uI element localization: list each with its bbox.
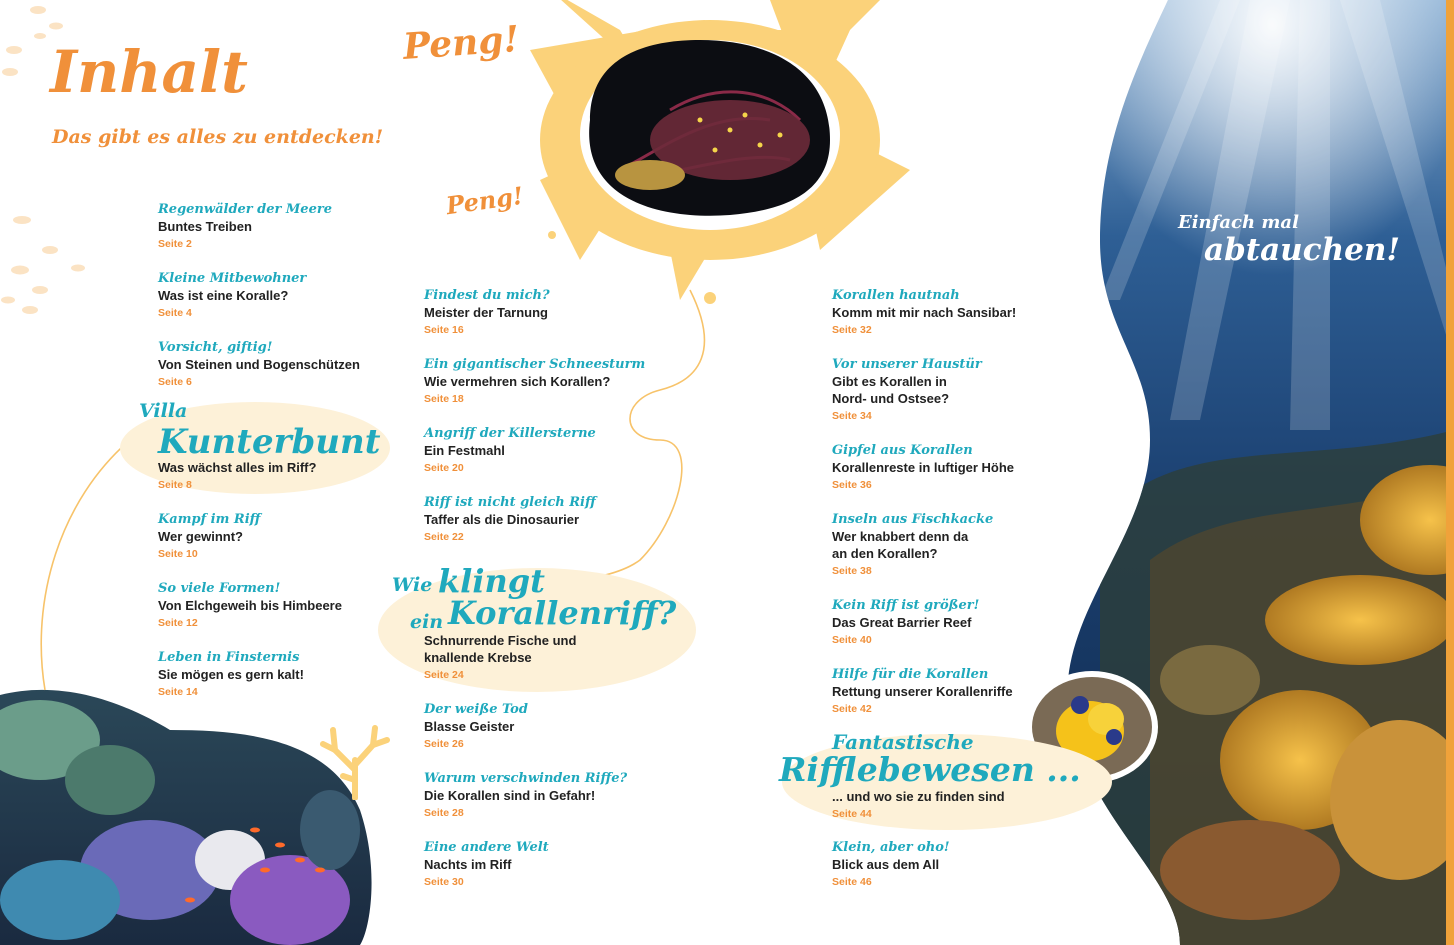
toc-page: Seite 22 [424, 531, 464, 543]
toc-subtitle: Ein Festmahl [424, 443, 505, 458]
toc-page: Seite 14 [158, 686, 198, 698]
feature-title-part: klingt [438, 562, 545, 600]
toc-heading: Klein, aber oho! [832, 840, 950, 855]
toc-heading: Kein Riff ist größer! [832, 598, 980, 613]
ocean-caption-line2: abtauchen! [1204, 232, 1400, 268]
feature-title-line1: Villa [139, 400, 188, 422]
feature-title-line2: Kunterbunt [158, 422, 381, 462]
toc-page: Seite 46 [832, 876, 872, 888]
toc-subtitle: Das Great Barrier Reef [832, 615, 972, 630]
toc-entry[interactable] [424, 494, 724, 546]
toc-heading: Hilfe für die Korallen [832, 667, 989, 682]
toc-entry[interactable] [832, 442, 1132, 494]
peng-text-small: Peng! [444, 180, 526, 221]
toc-entry[interactable] [832, 356, 982, 425]
toc-subtitle: Korallenreste in luftiger Höhe [832, 460, 1015, 475]
toc-subtitle: Wer gewinnt? [158, 529, 243, 544]
toc-heading: Regenwälder der Meere [158, 202, 332, 217]
toc-heading: Angriff der Killersterne [424, 426, 596, 441]
ocean-caption-line1: Einfach mal [1178, 212, 1299, 233]
feature-title-part: Korallenriff? [448, 594, 677, 632]
toc-subtitle: Sie mögen es gern kalt! [158, 667, 304, 682]
toc-heading: Kleine Mitbewohner [158, 271, 307, 286]
toc-page: Seite 2 [158, 238, 192, 250]
toc-page: Seite 4 [158, 307, 192, 319]
toc-subtitle: Rettung unserer Korallenriffe [832, 684, 1013, 699]
toc-page: Seite 36 [832, 479, 872, 491]
toc-page: Seite 18 [424, 393, 464, 405]
toc-heading: Eine andere Welt [424, 840, 549, 855]
toc-heading: Warum verschwinden Riffe? [424, 771, 628, 786]
toc-page: Seite 20 [424, 462, 464, 474]
feature-entry[interactable] [158, 459, 316, 494]
toc-heading: Der weiße Tod [424, 702, 528, 717]
toc-page: Seite 42 [832, 703, 872, 715]
toc-page: Seite 12 [158, 617, 198, 629]
toc-heading: Gipfel aus Korallen [832, 443, 973, 458]
toc-heading: Findest du mich? [424, 288, 550, 303]
toc-subtitle: Taffer als die Dinosaurier [424, 512, 580, 527]
toc-page: Seite 10 [158, 548, 198, 560]
toc-entry[interactable] [832, 666, 1132, 718]
toc-entry[interactable] [424, 839, 724, 891]
toc-subtitle: Wie vermehren sich Korallen? [424, 374, 611, 389]
toc-page: Seite 32 [832, 324, 872, 336]
toc-page: Seite 28 [424, 807, 464, 819]
toc-heading: Vorsicht, giftig! [158, 340, 273, 355]
toc-page: Seite 8 [158, 479, 192, 491]
toc-entry[interactable] [832, 597, 1132, 649]
toc-page: Seite 44 [832, 808, 872, 820]
toc-entry[interactable] [424, 425, 724, 477]
toc-entry[interactable] [424, 356, 724, 408]
toc-subtitle: Was ist eine Koralle? [158, 288, 289, 303]
toc-heading: So viele Formen! [158, 581, 281, 596]
toc-entry[interactable] [158, 270, 458, 322]
toc-entry[interactable] [832, 839, 1132, 891]
toc-heading: Inseln aus Fischkacke [832, 512, 994, 527]
toc-subtitle: Von Elchgeweih bis Himbeere [158, 598, 342, 613]
toc-entry[interactable] [158, 201, 458, 253]
toc-subtitle: Meister der Tarnung [424, 305, 549, 320]
feature-title-line1: Fantastische [832, 730, 974, 754]
peng-text: Peng! [401, 17, 521, 69]
toc-heading: Leben in Finsternis [158, 650, 300, 665]
toc-heading: Riff ist nicht gleich Riff [424, 495, 596, 510]
toc-page: Seite 26 [424, 738, 464, 750]
feature-entry[interactable] [832, 788, 1005, 823]
feature-title-line2: Rifflebewesen ... [779, 750, 1081, 789]
toc-heading: Kampf im Riff [158, 512, 261, 527]
toc-page: Seite 6 [158, 376, 192, 388]
toc-heading: Ein gigantischer Schneesturm [424, 357, 646, 372]
toc-subtitle: ... und wo sie zu finden sind [832, 789, 1005, 804]
toc-subtitle: Gibt es Korallen in Nord- und Ostsee? [832, 374, 950, 406]
toc-subtitle: Buntes Treiben [158, 219, 252, 234]
page-subtitle: Das gibt es alles zu entdecken! [52, 126, 384, 148]
toc-subtitle: Blasse Geister [424, 719, 515, 734]
toc-page: Seite 24 [424, 669, 464, 681]
toc-page: Seite 40 [832, 634, 872, 646]
toc-page: Seite 38 [832, 565, 872, 577]
toc-entry[interactable] [158, 511, 458, 563]
toc-page: Seite 30 [424, 876, 464, 888]
toc-subtitle: Nachts im Riff [424, 857, 512, 872]
toc-entry[interactable] [832, 287, 1132, 339]
toc-entry[interactable] [424, 701, 724, 753]
feature-entry[interactable] [424, 632, 594, 684]
feature-title-part: ein [410, 611, 444, 633]
toc-entry[interactable] [424, 287, 724, 339]
toc-subtitle: Schnurrende Fische und knallende Krebse [424, 633, 577, 665]
page-title: Inhalt [50, 38, 248, 106]
toc-page: Seite 34 [832, 410, 872, 422]
toc-entry[interactable] [424, 770, 724, 822]
toc-subtitle: Blick aus dem All [832, 857, 940, 872]
toc-subtitle: Wer knabbert denn da an den Korallen? [832, 529, 969, 561]
toc-entry[interactable] [832, 511, 994, 580]
feature-title-part: Wie [392, 574, 433, 596]
toc-heading: Vor unserer Haustür [832, 357, 982, 372]
toc-entry[interactable] [158, 339, 458, 391]
toc-heading: Korallen hautnah [832, 288, 960, 303]
toc-subtitle: Die Korallen sind in Gefahr! [424, 788, 596, 803]
toc-subtitle: Von Steinen und Bogenschützen [158, 357, 360, 372]
toc-page: Seite 16 [424, 324, 464, 336]
toc-subtitle: Komm mit mir nach Sansibar! [832, 305, 1017, 320]
toc-subtitle: Was wächst alles im Riff? [158, 460, 317, 475]
